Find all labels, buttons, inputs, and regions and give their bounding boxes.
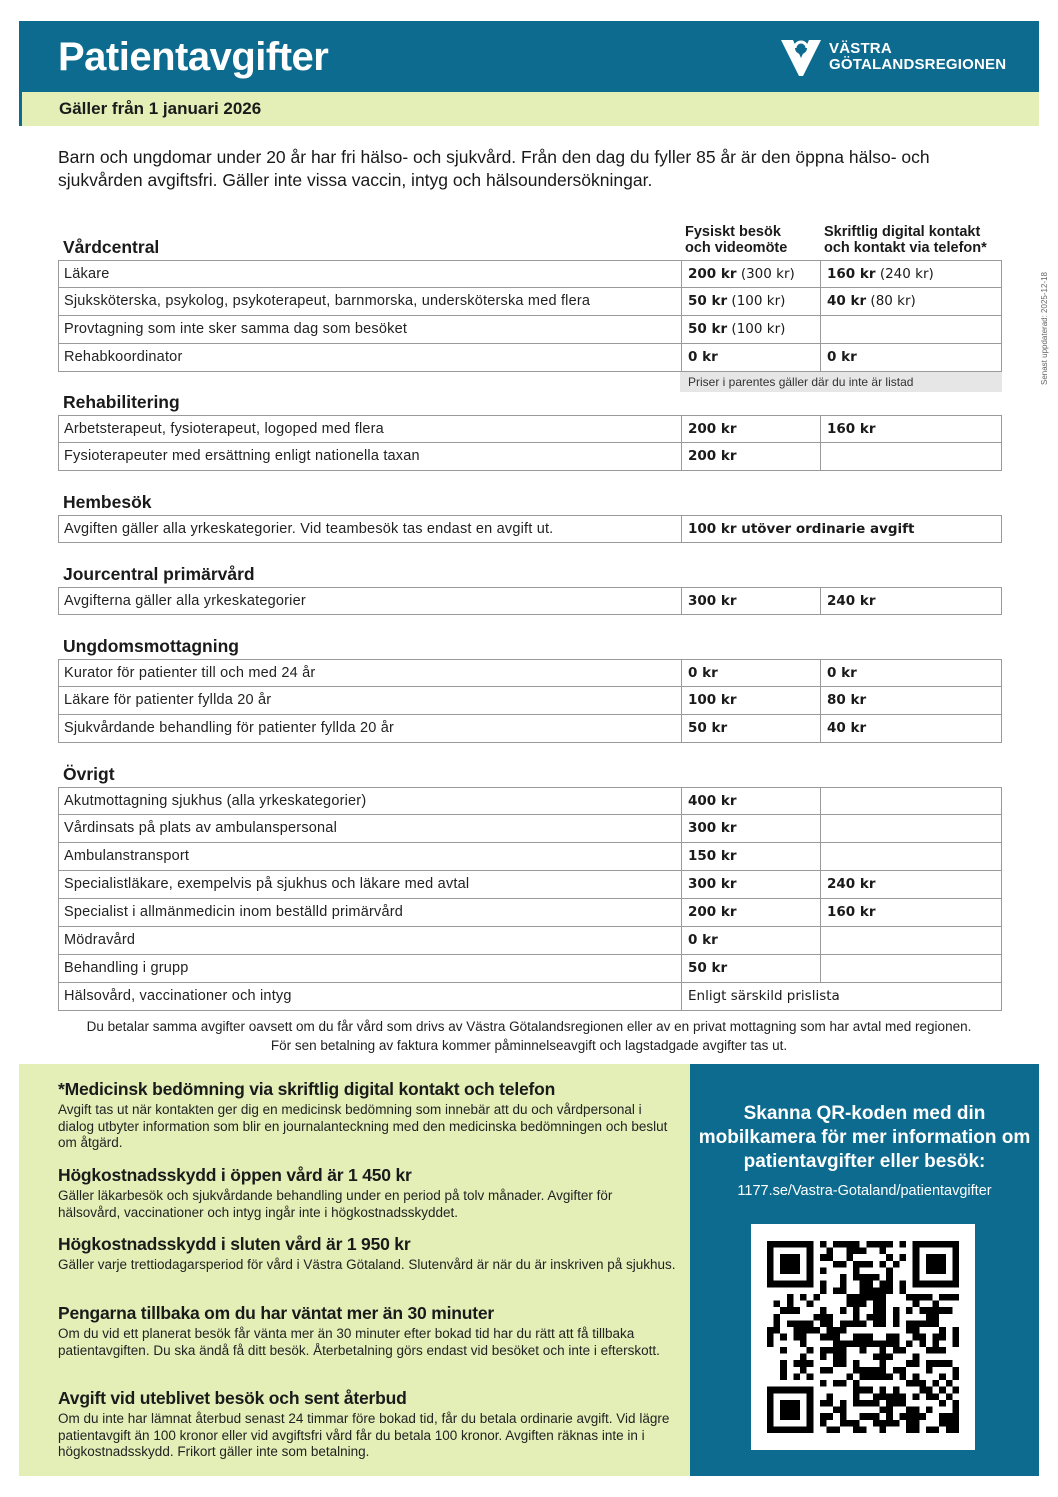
- table-row: Mödravård 0 kr: [58, 927, 1002, 955]
- table-rehab: [58, 415, 1002, 471]
- table-row: Hälsovård, vaccinationer och intyg Enligt särskild prislista: [58, 983, 1002, 1011]
- table-row: Läkare 200 kr (300 kr) 160 kr (240 kr): [58, 260, 1002, 288]
- table-row: Sjuksköterska, psykolog, psykoterapeut, barnmorska, undersköterska med flera 50 kr (100 kr) 40 kr (80 kr): [58, 288, 1002, 316]
- column-header-physical: Fysiskt besök och videomöte: [685, 224, 788, 256]
- table-ungdom: [58, 659, 1002, 743]
- intro-text: Barn och ungdomar under 20 år har fri hälso- och sjukvård. Från den dag du fyller 85 år är den öppna hälso- och sjukvården avgiftsfri. Gäller inte vissa vaccin, intyg och hälsoundersökningar.: [58, 147, 930, 190]
- table-row: Specialist i allmänmedicin inom beställd primärvård 200 kr 160 kr: [58, 899, 1002, 927]
- table-row: Akutmottagning sjukhus (alla yrkeskategorier) 400 kr: [58, 787, 1002, 815]
- table-row: Avgifterna gäller alla yrkeskategorier 300 kr 240 kr: [58, 587, 1002, 615]
- info-block-open-care-cap: Högkostnadsskydd i öppen vård är 1 450 kr Gäller läkarbesök och sjukvårdande behandling under en period på tolv månader. Avgifter för hälsovård, vaccinationer och intyg ingår inte i högkostnadsskyddet.: [58, 1165, 613, 1220]
- table-row: Läkare för patienter fyllda 20 år 100 kr 80 kr: [58, 687, 1002, 715]
- price-note: Priser i parentes gäller där du inte är listad: [680, 372, 1002, 392]
- table-jour: [58, 587, 1002, 615]
- table-row: Fysioterapeuter med ersättning enligt nationella taxan 200 kr: [58, 443, 1002, 471]
- footnote-late-payment: För sen betalning av faktura kommer påminnelseavgift och lagstadgade avgifter tas ut.: [270, 1038, 788, 1053]
- page-header: [19, 21, 1039, 92]
- table-row: Provtagning som inte sker samma dag som besöket 50 kr (100 kr): [58, 316, 1002, 344]
- table-row: Kurator för patienter till och med 24 år 0 kr 0 kr: [58, 659, 1002, 687]
- table-row: Arbetsterapeut, fysioterapeut, logoped med flera 200 kr 160 kr: [58, 415, 1002, 443]
- section-title-ovrigt: Övrigt: [63, 764, 115, 784]
- info-block-medical-assessment: *Medicinsk bedömning via skriftlig digital kontakt och telefon Avgift tas ut när kontakten ger dig en medicinsk bedömning som innebär att du och vårdpersonal i dialog utbyter information som blir en journalanteckning med den medicinska bedömningen och beslut om åtgärd.: [58, 1079, 668, 1150]
- info-block-inpatient-cap: Högkostnadsskydd i sluten vård är 1 950 kr Gäller varje trettiodagarsperiod för vård i Västra Götaland. Slutenvård är när du är inskriven på sjukhus.: [58, 1234, 676, 1272]
- table-row: Behandling i grupp 50 kr: [58, 955, 1002, 983]
- vgr-logo: [779, 36, 1006, 78]
- table-vardcentral: [58, 260, 1002, 372]
- validity-banner: [19, 92, 1039, 126]
- info-block-missed-visit: Avgift vid uteblivet besök och sent återbud Om du inte har lämnat återbud senast 24 timmar före bokad tid, får du betala ordinarie avgift. Vid lägre patientavgift än 100 kronor eller vid avgiftsfri vård får du betala 100 kronor. Avgiften räknas inte in i högkostnadsskydd. Frikort gäller inte som betalning.: [58, 1388, 670, 1459]
- validity-text: Gäller från 1 januari 2026: [59, 99, 262, 118]
- page-title: Patientavgifter: [58, 35, 329, 79]
- section-title-hembesok: Hembesök: [63, 492, 152, 512]
- qr-panel: [690, 1064, 1039, 1476]
- table-row: Specialistläkare, exempelvis på sjukhus och läkare med avtal 300 kr 240 kr: [58, 871, 1002, 899]
- qr-code-icon: [767, 1241, 959, 1433]
- table-hembesok: [58, 515, 1002, 543]
- section-title-ungdom: Ungdomsmottagning: [63, 636, 239, 656]
- qr-url-link[interactable]: 1177.se/Vastra-Gotaland/patientavgifter: [737, 1183, 992, 1199]
- table-row: Sjukvårdande behandling för patienter fyllda 20 år 50 kr 40 kr: [58, 715, 1002, 743]
- updated-date: Senast uppdaterad: 2025-12-18: [1040, 272, 1049, 385]
- table-ovrigt: [58, 787, 1002, 1011]
- footnote-same-fees: Du betalar samma avgifter oavsett om du får vård som drivs av Västra Götalandsregionen eller av en privat mottagning som har avtal med regionen.: [86, 1019, 972, 1034]
- info-panel: [19, 1064, 690, 1476]
- logo-text: VÄSTRA GÖTALANDSREGIONEN: [829, 40, 1007, 73]
- qr-code[interactable]: [751, 1224, 975, 1450]
- table-row: Rehabkoordinator 0 kr 0 kr: [58, 344, 1002, 372]
- section-title-rehab: Rehabilitering: [63, 392, 180, 412]
- vgr-logo-icon: [779, 36, 823, 78]
- column-header-digital: Skriftlig digital kontakt och kontakt via telefon*: [824, 224, 987, 256]
- table-row: Avgiften gäller alla yrkeskategorier. Vid teambesök tas endast en avgift ut. 100 kr utöver ordinarie avgift: [58, 515, 1002, 543]
- qr-title: Skanna QR-koden med din mobilkamera för mer information om patientavgifter eller besök:: [698, 1103, 1031, 1172]
- section-title-jour: Jourcentral primärvård: [63, 564, 255, 584]
- section-title-vardcentral: Vårdcentral: [63, 237, 160, 257]
- table-row: Ambulanstransport 150 kr: [58, 843, 1002, 871]
- info-block-waiting-refund: Pengarna tillbaka om du har väntat mer än 30 minuter Om du vid ett planerat besök får vänta mer än 30 minuter efter bokad tid har du rätt att få tillbaka patientavgiften. Du ska ändå få ditt besök. Återbetalning görs endast vid besöket och inte i efterskott.: [58, 1303, 660, 1358]
- table-row: Vårdinsats på plats av ambulanspersonal 300 kr: [58, 815, 1002, 843]
